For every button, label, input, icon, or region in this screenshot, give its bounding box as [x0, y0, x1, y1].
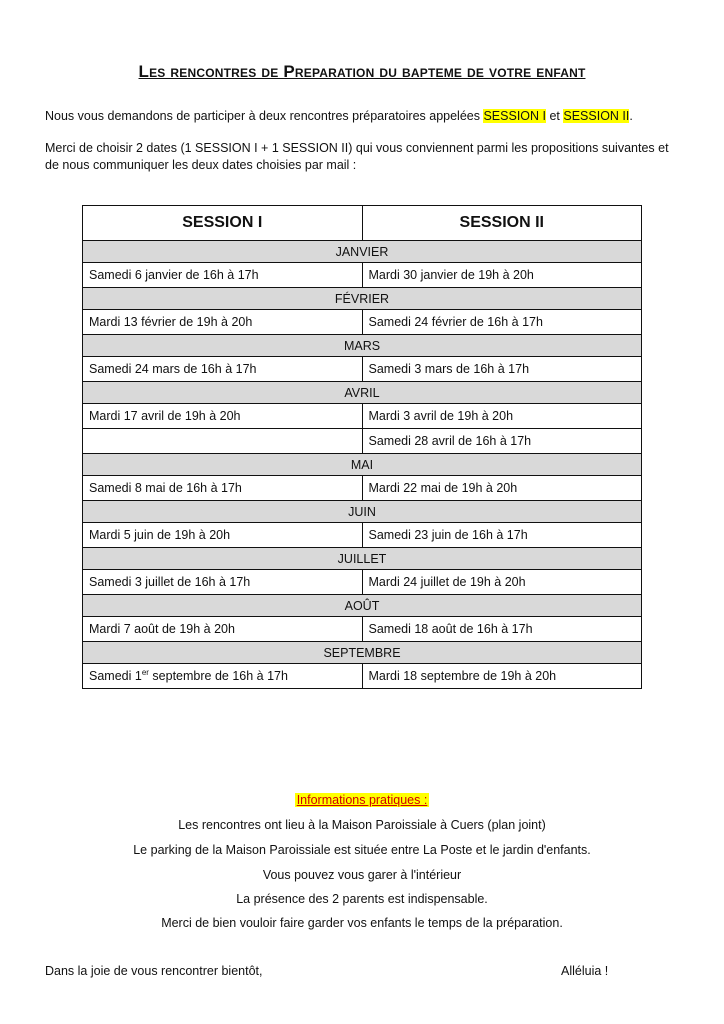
- month-row: [83, 595, 642, 617]
- month-row: [83, 642, 642, 664]
- info-line: Merci de bien vouloir faire garder vos enfants le temps de la préparation.: [161, 916, 563, 930]
- month-label: AVRIL: [83, 382, 642, 404]
- session-2-header: SESSION II: [362, 206, 642, 241]
- session-2-date: Mardi 18 septembre de 19h à 20h: [362, 664, 642, 689]
- session-1-highlight: SESSION I: [483, 109, 546, 123]
- instructions-paragraph: Merci de choisir 2 dates (1 SESSION I + 1 SESSION II) qui vous conviennent parmi les propositions suivantes et de nous communiquer les deux dates choisies par mail :: [45, 141, 669, 172]
- month-row: [83, 288, 642, 310]
- session-2-date: Mardi 22 mai de 19h à 20h: [362, 476, 642, 501]
- session-2-date: Mardi 3 avril de 19h à 20h: [362, 404, 642, 429]
- month-row: [83, 548, 642, 570]
- session-schedule-table: [82, 205, 642, 689]
- table-row: [83, 429, 642, 454]
- session-2-date: Mardi 24 juillet de 19h à 20h: [362, 570, 642, 595]
- session-2-date: Samedi 23 juin de 16h à 17h: [362, 523, 642, 548]
- session-2-date: Samedi 24 février de 16h à 17h: [362, 310, 642, 335]
- table-row: [83, 263, 642, 288]
- session-2-date: Samedi 28 avril de 16h à 17h: [362, 429, 642, 454]
- session-1-date: Samedi 1er septembre de 16h à 17h: [83, 664, 363, 689]
- month-label: JUILLET: [83, 548, 642, 570]
- info-line: Les rencontres ont lieu à la Maison Paroissiale à Cuers (plan joint): [178, 818, 546, 832]
- month-label: JANVIER: [83, 241, 642, 263]
- session-1-date: Samedi 24 mars de 16h à 17h: [83, 357, 363, 382]
- session-2-date: Samedi 18 août de 16h à 17h: [362, 617, 642, 642]
- session-1-date: [83, 429, 363, 454]
- session-1-date: Samedi 3 juillet de 16h à 17h: [83, 570, 363, 595]
- intro-text-after: .: [629, 109, 633, 123]
- month-row: [83, 382, 642, 404]
- session-1-date: Samedi 8 mai de 16h à 17h: [83, 476, 363, 501]
- schedule-body: [83, 241, 642, 689]
- page-title: Les rencontres de Preparation du bapteme de votre enfant: [138, 62, 586, 81]
- month-label: SEPTEMBRE: [83, 642, 642, 664]
- closing-signature: Alléluia !: [561, 964, 609, 978]
- month-row: [83, 454, 642, 476]
- info-line: Vous pouvez vous garer à l'intérieur: [262, 868, 462, 882]
- month-label: JUIN: [83, 501, 642, 523]
- table-row: [83, 310, 642, 335]
- month-row: [83, 501, 642, 523]
- table-row: [83, 523, 642, 548]
- info-line: La présence des 2 parents est indispensable.: [236, 892, 488, 906]
- month-row: [83, 335, 642, 357]
- table-row: [83, 664, 642, 689]
- session-1-date: Mardi 17 avril de 19h à 20h: [83, 404, 363, 429]
- table-header-row: [83, 206, 642, 241]
- intro-text-before: Nous vous demandons de participer à deux rencontres préparatoires appelées: [45, 109, 484, 123]
- table-row: [83, 357, 642, 382]
- month-label: AOÛT: [83, 595, 642, 617]
- session-1-date: Mardi 7 août de 19h à 20h: [83, 617, 363, 642]
- info-title: Informations pratiques :: [296, 793, 428, 807]
- info-heading: [0, 793, 724, 807]
- month-label: FÉVRIER: [83, 288, 642, 310]
- info-line: Le parking de la Maison Paroissiale est située entre La Poste et le jardin d'enfants.: [133, 843, 591, 857]
- intro-text-middle: et: [546, 109, 564, 123]
- session-2-date: Mardi 30 janvier de 19h à 20h: [362, 263, 642, 288]
- table-row: [83, 570, 642, 595]
- closing-greeting: Dans la joie de vous rencontrer bientôt,: [45, 964, 263, 978]
- month-label: MAI: [83, 454, 642, 476]
- month-row: [83, 241, 642, 263]
- session-2-highlight: SESSION II: [563, 109, 630, 123]
- session-1-date: Mardi 13 février de 19h à 20h: [83, 310, 363, 335]
- month-label: MARS: [83, 335, 642, 357]
- table-row: [83, 617, 642, 642]
- table-row: [83, 404, 642, 429]
- intro-paragraph: [45, 108, 685, 125]
- table-row: [83, 476, 642, 501]
- session-1-date: Samedi 6 janvier de 16h à 17h: [83, 263, 363, 288]
- session-2-date: Samedi 3 mars de 16h à 17h: [362, 357, 642, 382]
- session-1-date: Mardi 5 juin de 19h à 20h: [83, 523, 363, 548]
- session-1-header: SESSION I: [83, 206, 363, 241]
